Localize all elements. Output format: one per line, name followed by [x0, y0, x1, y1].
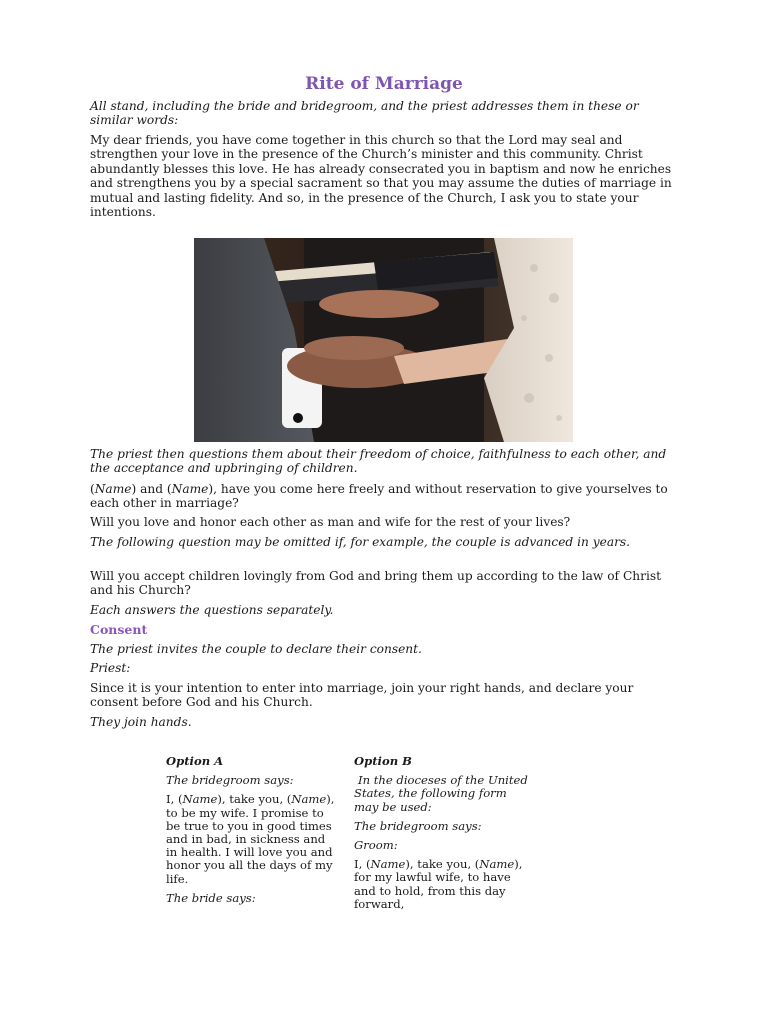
consent-heading: Consent: [90, 622, 148, 637]
name-placeholder: Name: [291, 792, 327, 807]
option-b-vow: [354, 858, 529, 911]
consent-text: Since it is your intention to enter into marriage, join your right hands, and declare your consent before God and his Church.: [90, 681, 634, 710]
vow-text: ), for my lawful wife, to have and to hold, from this day forward,: [354, 857, 523, 911]
name-placeholder: Name: [182, 792, 218, 807]
q1-rest: ), have you come here freely and without reservation to give yourselves to each other in marriage?: [90, 482, 668, 511]
priest-address: My dear friends, you have come together in this church so that the Lord may seal and strengthen your love in the presence of the Church’s minister and this community. Christ abundantly blesses this love. He has already consecrated you in baptism and now he enriches and strengthens you by a special sacrament so that you may assume the duties of marriage in mutual and lasting fidelity. And so, in the presence of the Church, I ask you to state your intentions.: [90, 133, 672, 220]
vow-text: ), take you, (: [405, 857, 480, 872]
questions-rubric: The priest then questions them about their freedom of choice, faithfulness to each other, and the acceptance and upbringing of children.: [90, 447, 667, 476]
q1-and: ) and (: [131, 482, 172, 496]
vow-text: I, (: [354, 857, 371, 872]
option-b-column: [354, 755, 529, 911]
omit-rubric: The following question may be omitted if, for example, the couple is advanced in years.: [90, 535, 631, 549]
option-a-heading: Option A: [166, 754, 224, 768]
consent-rubric: The priest invites the couple to declare their consent.: [90, 642, 422, 656]
vow-text: ), to be my wife. I promise to be true to you in good times and in bad, in sickness and in health. I will love you and honor you all the days of my life.: [166, 792, 335, 886]
wedding-hands-photo: [194, 238, 573, 442]
vow-text: I, (: [166, 792, 183, 807]
option-a-bride-rubric: The bride says:: [166, 890, 256, 905]
vow-text: ), take you, (: [217, 792, 292, 807]
join-hands-rubric: They join hands.: [90, 715, 192, 729]
question-children: Will you accept children lovingly from God and bring them up according to the law of Christ and his Church?: [90, 569, 661, 598]
question-love-honor: Will you love and honor each other as man and wife for the rest of your lives?: [90, 515, 571, 529]
intro-rubric: All stand, including the bride and bridegroom, and the priest addresses them in these or similar words:: [90, 99, 639, 128]
page-title: Rite of Marriage: [305, 74, 463, 94]
option-a-groom-rubric: The bridegroom says:: [166, 773, 294, 788]
answers-rubric: Each answers the questions separately.: [90, 603, 334, 617]
wedding-photo-illustration: [194, 238, 573, 442]
name-placeholder: Name: [171, 482, 209, 496]
option-a-column: [166, 755, 338, 905]
option-b-groom-rubric: The bridegroom says:: [354, 818, 482, 833]
question-freely: (Name) and (Name), have you come here freely and without reservation to give yourselves to each other in marriage?: [90, 482, 668, 511]
priest-label: Priest:: [90, 661, 131, 675]
option-b-dioceses-rubric: In the dioceses of the United States, the following form may be used:: [354, 773, 528, 814]
option-a-vow: [166, 793, 338, 885]
option-b-groom-label: Groom:: [354, 838, 398, 853]
name-placeholder: Name: [370, 857, 406, 872]
name-placeholder: Name: [479, 857, 515, 872]
name-placeholder: Name: [94, 482, 132, 496]
option-b-heading: Option B: [354, 754, 412, 768]
